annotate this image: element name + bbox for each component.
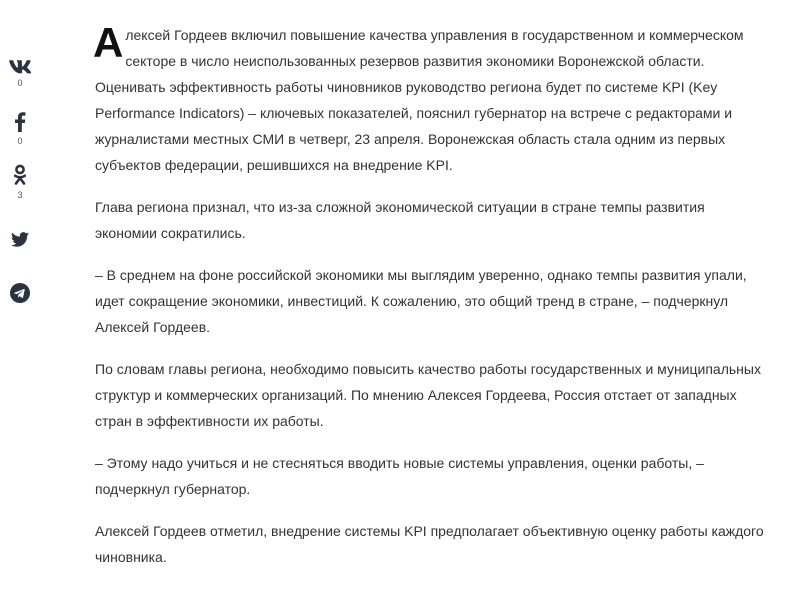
article-paragraph-2: Глава региона признал, что из-за сложной экономической ситуации в стране темпы развития экономии сократились. (95, 199, 705, 241)
article-body (93, 19, 767, 586)
telegram-icon (0, 283, 40, 303)
facebook-share-count: 0 (17, 136, 23, 146)
dropcap-letter: А (93, 19, 124, 66)
article-paragraph-1 (93, 19, 767, 178)
article-paragraph-3: – В среднем на фоне российской экономики мы выглядим уверенно, однако темпы развития упали, идет сокращение экономики, инвестиций. К сожалению, это общий тренд в стране, – подчеркнул Алексей Гордеев. (95, 267, 747, 335)
article-paragraph-6: Алексей Гордеев отметил, внедрение системы KPI предполагает объективную оценку работы каждого чиновника. (95, 523, 764, 565)
share-facebook-button[interactable] (0, 112, 40, 146)
vk-share-count: 0 (17, 78, 23, 88)
paragraph-1-text: лексей Гордеев включил повышение качества управления в государственном и коммерческом секторе в число неиспользованных резервов развития экономики Воронежской области. Оценивать эффективность работы чиновников руководство региона будет по системе KPI (Key Performance Indicators) – ключевых показателей, пояснил губернатор на встрече с редакторами и журналистами местных СМИ в четверг, 23 апреля. Воронежская область стала одним из первых субъектов федерации, решившихся на внедрение KPI. (95, 27, 744, 173)
vk-icon (0, 60, 40, 74)
facebook-icon (0, 112, 40, 132)
article-paragraph-5: – Этому надо учиться и не стесняться вводить новые системы управления, оценки работы, – подчеркнул губернатор. (95, 455, 704, 497)
share-vk-button[interactable] (0, 60, 40, 88)
share-telegram-button[interactable] (0, 283, 40, 303)
share-odnoklassniki-button[interactable] (0, 164, 40, 200)
odnoklassniki-share-count: 3 (17, 190, 23, 200)
twitter-icon (0, 232, 40, 247)
share-twitter-button[interactable] (0, 232, 40, 247)
article-paragraph-4: По словам главы региона, необходимо повысить качество работы государственных и муниципальных структур и коммерческих организаций. По мнению Алексея Гордеева, Россия отстает от западных стран в эффективности их работы. (95, 361, 761, 429)
odnoklassniki-icon (0, 164, 40, 186)
